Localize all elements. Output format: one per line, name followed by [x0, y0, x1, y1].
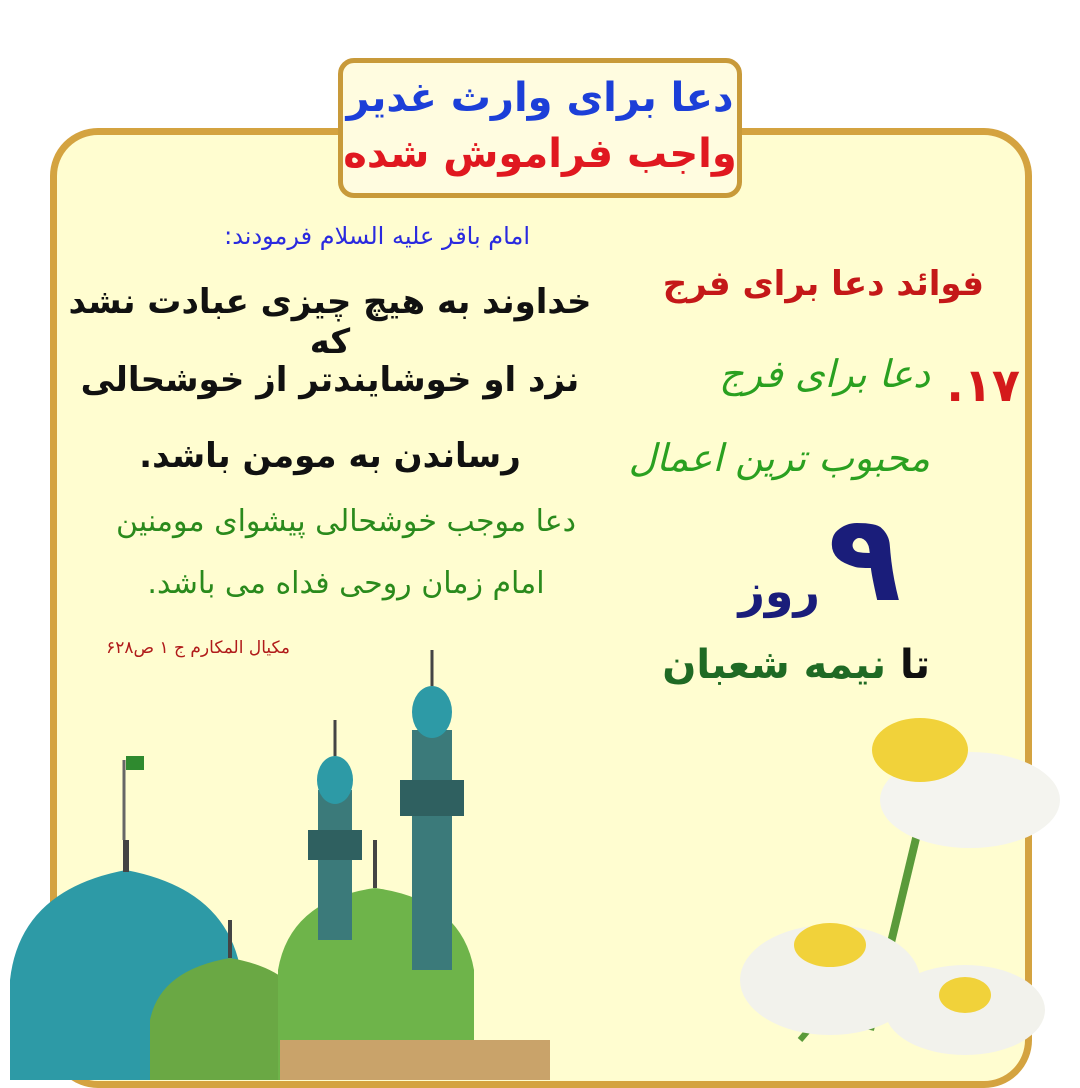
green-note-line-2: امام زمان روحی فداه می باشد.: [147, 566, 545, 601]
benefits-heading: فوائد دعا برای فرج: [662, 264, 984, 304]
countdown-target-label: نیمه شعبان: [662, 642, 887, 688]
green-note-line-1: دعا موجب خوشحالی پیشوای مومنین: [115, 504, 576, 539]
mosque-image: [0, 640, 560, 1080]
countdown-unit: روز: [738, 564, 820, 618]
title-line-2: واجب فراموش شده: [343, 131, 737, 177]
source-citation: مکیال المکارم ج ۱ ص۶۲۸: [106, 638, 290, 658]
benefit-script-line-1: دعا برای فرج: [719, 352, 930, 396]
title-line-1: دعا برای وارث غدیر: [346, 75, 734, 121]
benefit-script-line-2: محبوب ترین اعمال: [628, 436, 930, 480]
countdown-target: [662, 642, 930, 688]
hadith-quote-line-2: نزد او خوشایندتر از خوشحالی: [80, 360, 580, 400]
title-box: [338, 58, 742, 198]
countdown-days: ۹: [828, 490, 902, 629]
countdown-prefix: تا: [899, 642, 930, 688]
hadith-quote-line-3: رساندن به مومن باشد.: [139, 436, 521, 476]
flowers-image: [720, 710, 1080, 1080]
hadith-quote-line-1: خداوند به هیچ چیزی عبادت نشد که: [68, 282, 592, 362]
benefit-number: ۱۷.: [946, 358, 1020, 412]
hadith-intro: امام باقر علیه السلام فرمودند:: [224, 222, 530, 250]
